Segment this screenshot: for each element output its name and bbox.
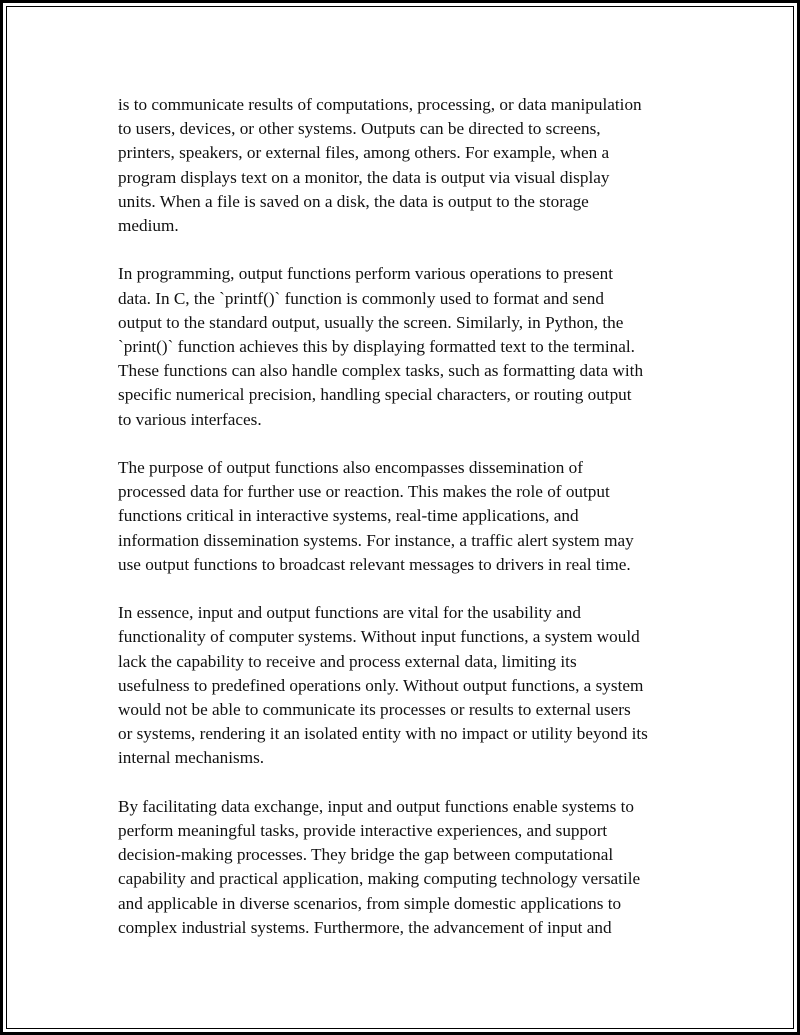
text-line: `print()` function achieves this by displaying formatted text to the terminal. — [118, 337, 635, 357]
paragraph-dissemination — [118, 456, 693, 577]
text-line: would not be able to communicate its processes or results to external users — [118, 700, 631, 720]
text-line: units. When a file is saved on a disk, the data is output to the storage — [118, 191, 589, 211]
text-line: output to the standard output, usually the screen. Similarly, in Python, the — [118, 312, 624, 332]
text-line: medium. — [118, 216, 179, 236]
text-line: These functions can also handle complex tasks, such as formatting data with — [118, 361, 644, 381]
text-line: is to communicate results of computations, processing, or data manipulation — [118, 95, 642, 114]
text-line: or systems, rendering it an isolated entity with no impact or utility beyond its — [118, 724, 648, 744]
text-line: data. In C, the `printf()` function is commonly used to format and send — [118, 288, 604, 308]
text-line: processed data for further use or reaction. This makes the role of output — [118, 482, 610, 502]
text-line: perform meaningful tasks, provide interactive experiences, and support — [118, 821, 608, 841]
document-body — [118, 93, 693, 940]
text-line: complex industrial systems. Furthermore, the advancement of input and — [118, 917, 612, 937]
text-line: The purpose of output functions also encompasses dissemination of — [118, 458, 583, 478]
paragraph-output-purpose — [118, 93, 693, 238]
text-line: In essence, input and output functions are vital for the usability and — [118, 603, 581, 623]
text-line: decision-making processes. They bridge the gap between computational — [118, 845, 614, 865]
text-line: internal mechanisms. — [118, 748, 265, 768]
paragraph-essence — [118, 601, 693, 770]
text-line: capability and practical application, making computing technology versatile — [118, 869, 641, 889]
text-line: information dissemination systems. For instance, a traffic alert system may — [118, 530, 634, 550]
text-line: By facilitating data exchange, input and output functions enable systems to — [118, 796, 634, 816]
text-line: use output functions to broadcast relevant messages to drivers in real time. — [118, 554, 631, 574]
text-line: program displays text on a monitor, the data is output via visual display — [118, 167, 610, 187]
text-line: functionality of computer systems. Without input functions, a system would — [118, 627, 640, 647]
text-line: printers, speakers, or external files, among others. For example, when a — [118, 143, 610, 163]
paragraph-output-functions — [118, 262, 693, 431]
text-line: specific numerical precision, handling special characters, or routing output — [118, 385, 632, 405]
text-line: and applicable in diverse scenarios, from simple domestic applications to — [118, 893, 622, 913]
paragraph-data-exchange — [118, 795, 693, 940]
text-line: to various interfaces. — [118, 409, 262, 429]
text-line: to users, devices, or other systems. Outputs can be directed to screens, — [118, 119, 601, 139]
text-line: In programming, output functions perform various operations to present — [118, 264, 613, 284]
text-line: functions critical in interactive systems, real-time applications, and — [118, 506, 579, 526]
text-line: usefulness to predefined operations only. Without output functions, a system — [118, 675, 644, 695]
text-line: lack the capability to receive and process external data, limiting its — [118, 651, 577, 671]
